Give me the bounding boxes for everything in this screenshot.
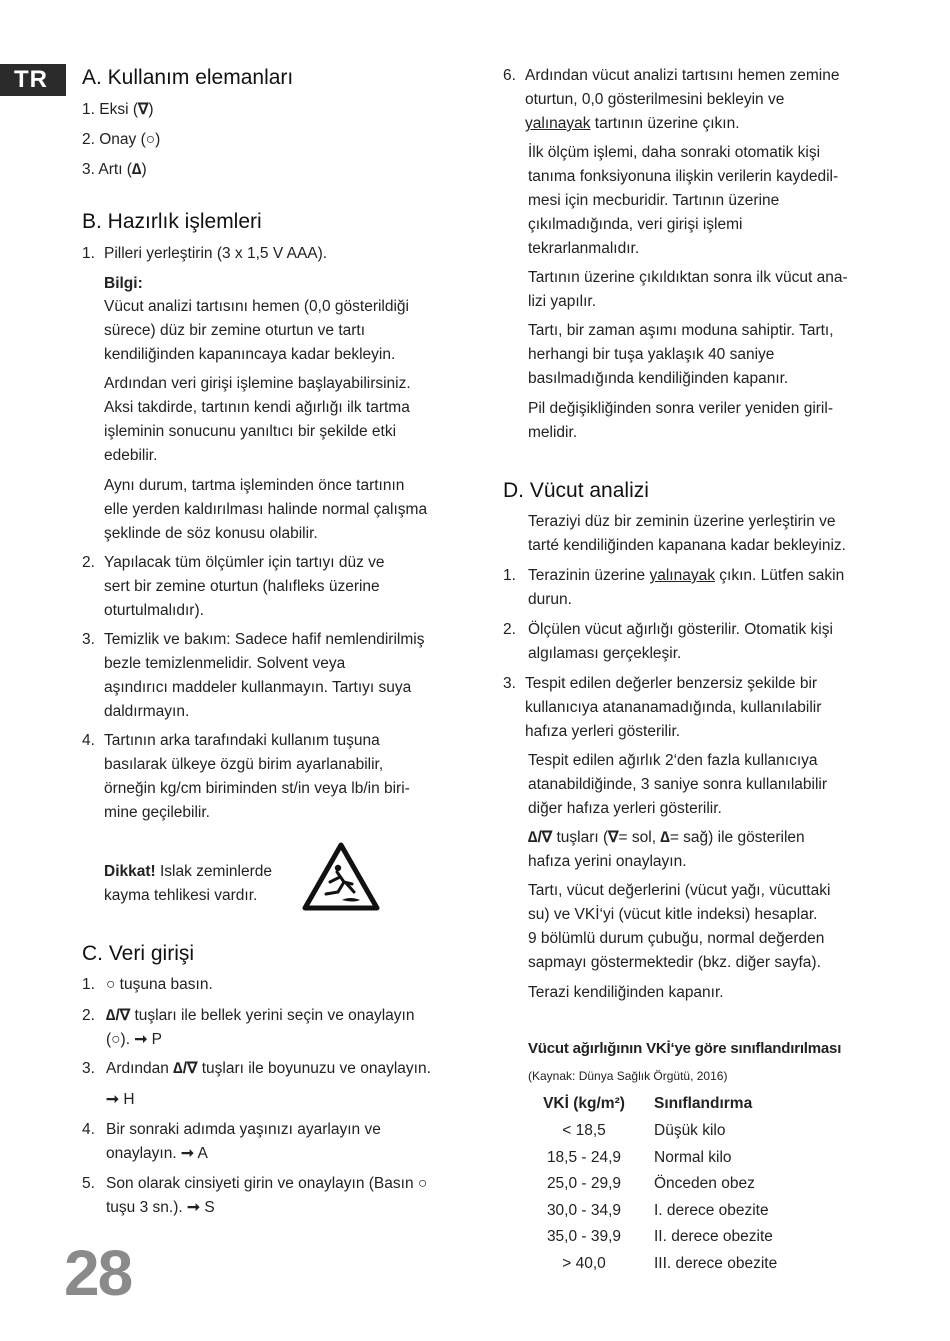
- bmi-table-source: (Kaynak: Dünya Sağlık Örgütü, 2016): [528, 1069, 728, 1083]
- section-c-item-5: Son olarak cinsiyeti girin ve onaylayın (Basın ○ tuşu 3 sn.). ➞ S: [106, 1175, 428, 1216]
- section-b-item-4-num: 4.: [82, 732, 95, 749]
- info-paragraph-3: Aynı durum, tartma işleminden önce tartının elle yerden kaldırılması halinde normal çalışma şeklinde de söz konusu olabilir.: [104, 477, 428, 542]
- confirm-symbol-icon: ○: [417, 1175, 428, 1192]
- section-c-item-2-num: 2.: [82, 1007, 95, 1024]
- arrow-right-icon: ➞: [134, 1031, 148, 1048]
- confirm-symbol-icon: ○: [111, 1031, 121, 1048]
- bmi-table: [528, 1090, 777, 1277]
- table-row: 30,0 - 34,9 I. derece obezite: [546, 1201, 769, 1219]
- section-c-item-3-result: ➞ H: [106, 1091, 135, 1108]
- plus-minus-symbol-icon: ∆/∇: [106, 1007, 131, 1024]
- arrow-right-icon: ➞: [106, 1091, 119, 1108]
- section-b-item-1-num: 1.: [82, 245, 95, 262]
- section-d-paragraph-1: Tespit edilen ağırlık 2‘den fazla kullanıcıya atanabildiğinde, 3 saniye sonra kullanılabilir diğer hafıza yerleri gösterilir.: [528, 752, 827, 817]
- section-d-item-3-num: 3.: [503, 675, 516, 692]
- section-b-item-3: Temizlik ve bakım: Sadece hafif nemlendirilmiş bezle temizlenmelidir. Solvent veya aşındırıcı maddeler kullanmayın. Tartıyı suya daldırmayın.: [104, 631, 425, 720]
- section-d-item-2-num: 2.: [503, 621, 516, 638]
- section-c-item-4-num: 4.: [82, 1121, 95, 1138]
- language-tab-label: TR: [14, 66, 48, 93]
- section-d-intro: Teraziyi düz bir zeminin üzerine yerleştirin ve tarté kendiliğinden kapanana kadar bekleyiniz.: [528, 513, 846, 554]
- table-row: 35,0 - 39,9 II. derece obezite: [546, 1228, 773, 1246]
- section-c-item-6: Ardından vücut analizi tartısını hemen zemine oturtun, 0,0 gösterilmesini bekleyin ve yalınayak tartının üzerine çıkın.: [525, 67, 840, 132]
- section-b-item-4: Tartının arka tarafındaki kullanım tuşuna basılarak ülkeye özgü birim ayarlanabilir, örneğin kg/cm biriminden st/in veya lb/in biri- mine geçilebilir.: [104, 732, 410, 821]
- section-c-item-3: Ardından ∆/∇ tuşları ile boyunuzu ve onaylayın.: [106, 1060, 431, 1077]
- table-row: < 18,5 Düşük kilo: [562, 1122, 726, 1140]
- section-c-item-3-num: 3.: [82, 1060, 95, 1077]
- right-paragraph-1: İlk ölçüm işlemi, daha sonraki otomatik kişi tanıma fonksiyonuna ilişkin verilerin kaydedil- mesi için mecburidir. Tartının üzerine çıkılmadığında, veri girişi işlemi tekrarlanmalıdır.: [528, 144, 839, 257]
- info-paragraph-2: Ardından veri girişi işlemine başlayabilirsiniz. Aksi takdirde, tartının kendi ağırlığı ilk tartma işleminin sonucunu yanıltıcı bir şekilde etki edebilir.: [104, 375, 411, 464]
- info-paragraph-1: Vücut analizi tartısını hemen (0,0 gösterildiği sürece) düz bir zemine oturtun ve tartı kendiliğinden kapanıncaya kadar bekleyin.: [104, 298, 409, 363]
- section-c-item-1-num: 1.: [82, 976, 95, 993]
- section-c-item-5-num: 5.: [82, 1175, 95, 1192]
- section-a-item-3: 3. Artı (∆): [82, 161, 147, 178]
- section-d-item-1-num: 1.: [503, 567, 516, 584]
- warning-text: Dikkat! Islak zeminlerde kayma tehlikesi vardır.: [104, 863, 272, 904]
- minus-symbol-icon: ∇: [138, 101, 149, 118]
- section-c-item-2: ∆/∇ tuşları ile bellek yerini seçin ve onaylayın (○). ➞ P: [106, 1007, 415, 1048]
- arrow-right-icon: ➞: [187, 1199, 200, 1216]
- section-a-item-2: 2. Onay (○): [82, 131, 161, 148]
- section-b-item-2-num: 2.: [82, 554, 95, 571]
- right-paragraph-2: Tartının üzerine çıkıldıktan sonra ilk vücut ana- lizi yapılır.: [528, 269, 848, 310]
- section-d-item-1: Terazinin üzerine yalınayak çıkın. Lütfen sakin durun.: [528, 567, 845, 608]
- section-a-title: A. Kullanım elemanları: [82, 66, 294, 89]
- bmi-column-header: VKİ (kg/m²): [543, 1095, 625, 1112]
- slip-hazard-warning-icon: [302, 842, 380, 917]
- info-label: Bilgi:: [104, 275, 143, 292]
- section-d-paragraph-4: Terazi kendiliğinden kapanır.: [528, 984, 724, 1001]
- section-d-title: D. Vücut analizi: [503, 479, 649, 502]
- right-paragraph-3: Tartı, bir zaman aşımı moduna sahiptir. Tartı, herhangi bir tuşa yaklaşık 40 saniye basılmadığında kendiliğinden kapanır.: [528, 322, 834, 387]
- section-c-item-4: Bir sonraki adımda yaşınızı ayarlayın ve onaylayın. ➞ A: [106, 1121, 381, 1162]
- section-b-item-2: Yapılacak tüm ölçümler için tartıyı düz ve sert bir zemine oturtun (halıfleks üzerine oturtulmalıdır).: [104, 554, 385, 619]
- section-b-title: B. Hazırlık işlemleri: [82, 210, 262, 233]
- table-row: 25,0 - 29,9 Önceden obez: [546, 1175, 755, 1193]
- section-c-item-6-num: 6.: [503, 67, 516, 84]
- section-d-item-2: Ölçülen vücut ağırlığı gösterilir. Otomatik kişi algılaması gerçekleşir.: [528, 621, 833, 662]
- bmi-table-header: [528, 1090, 777, 1118]
- plus-minus-symbol-icon: ∆/∇: [528, 829, 553, 846]
- section-d-paragraph-3: Tartı, vücut değerlerini (vücut yağı, vücuttaki su) ve VKİ‘yi (vücut kitle indeksi) hesaplar. 9 bölümlü durum çubuğu, normal değerden sapmayı göstermektedir (bkz. diğer sayfa).: [528, 882, 831, 971]
- barefoot-underlined: yalınayak: [525, 115, 591, 132]
- arrow-right-icon: ➞: [180, 1145, 194, 1162]
- confirm-symbol-icon: ○: [106, 976, 116, 993]
- section-d-item-3: Tespit edilen değerler benzersiz şekilde bir kullanıcıya atananamadığında, kullanılabilir hafıza yerleri gösterilir.: [525, 675, 822, 740]
- section-a-item-1: 1. Eksi (∇): [82, 101, 154, 118]
- table-row: > 40,0 III. derece obezite: [562, 1254, 778, 1272]
- section-c-item-1: ○ tuşuna basın.: [106, 976, 213, 993]
- section-d-paragraph-2: ∆/∇ tuşları (∇= sol, ∆= sağ) ile gösterilen hafıza yerini onaylayın.: [528, 829, 805, 870]
- classification-column-header: Sınıflandırma: [654, 1095, 753, 1112]
- page-number: 28: [64, 1237, 132, 1309]
- bmi-table-title: Vücut ağırlığının VKİ‘ye göre sınıflandırılması: [528, 1040, 842, 1057]
- minus-symbol-icon: ∇: [608, 829, 619, 846]
- confirm-symbol-icon: ○: [145, 131, 156, 148]
- language-tab: [0, 64, 66, 96]
- table-row: 18,5 - 24,9 Normal kilo: [546, 1148, 732, 1166]
- plus-symbol-icon: ∆: [131, 161, 142, 178]
- section-b-item-3-num: 3.: [82, 631, 95, 648]
- right-paragraph-4: Pil değişikliğinden sonra veriler yeniden giril- melidir.: [528, 400, 833, 441]
- plus-symbol-icon: ∆: [660, 829, 670, 846]
- section-c-title: C. Veri girişi: [82, 942, 195, 965]
- section-b-item-1: Pilleri yerleştirin (3 x 1,5 V AAA).: [104, 245, 328, 262]
- warning-label: Dikkat!: [104, 863, 156, 880]
- plus-minus-symbol-icon: ∆/∇: [173, 1060, 198, 1077]
